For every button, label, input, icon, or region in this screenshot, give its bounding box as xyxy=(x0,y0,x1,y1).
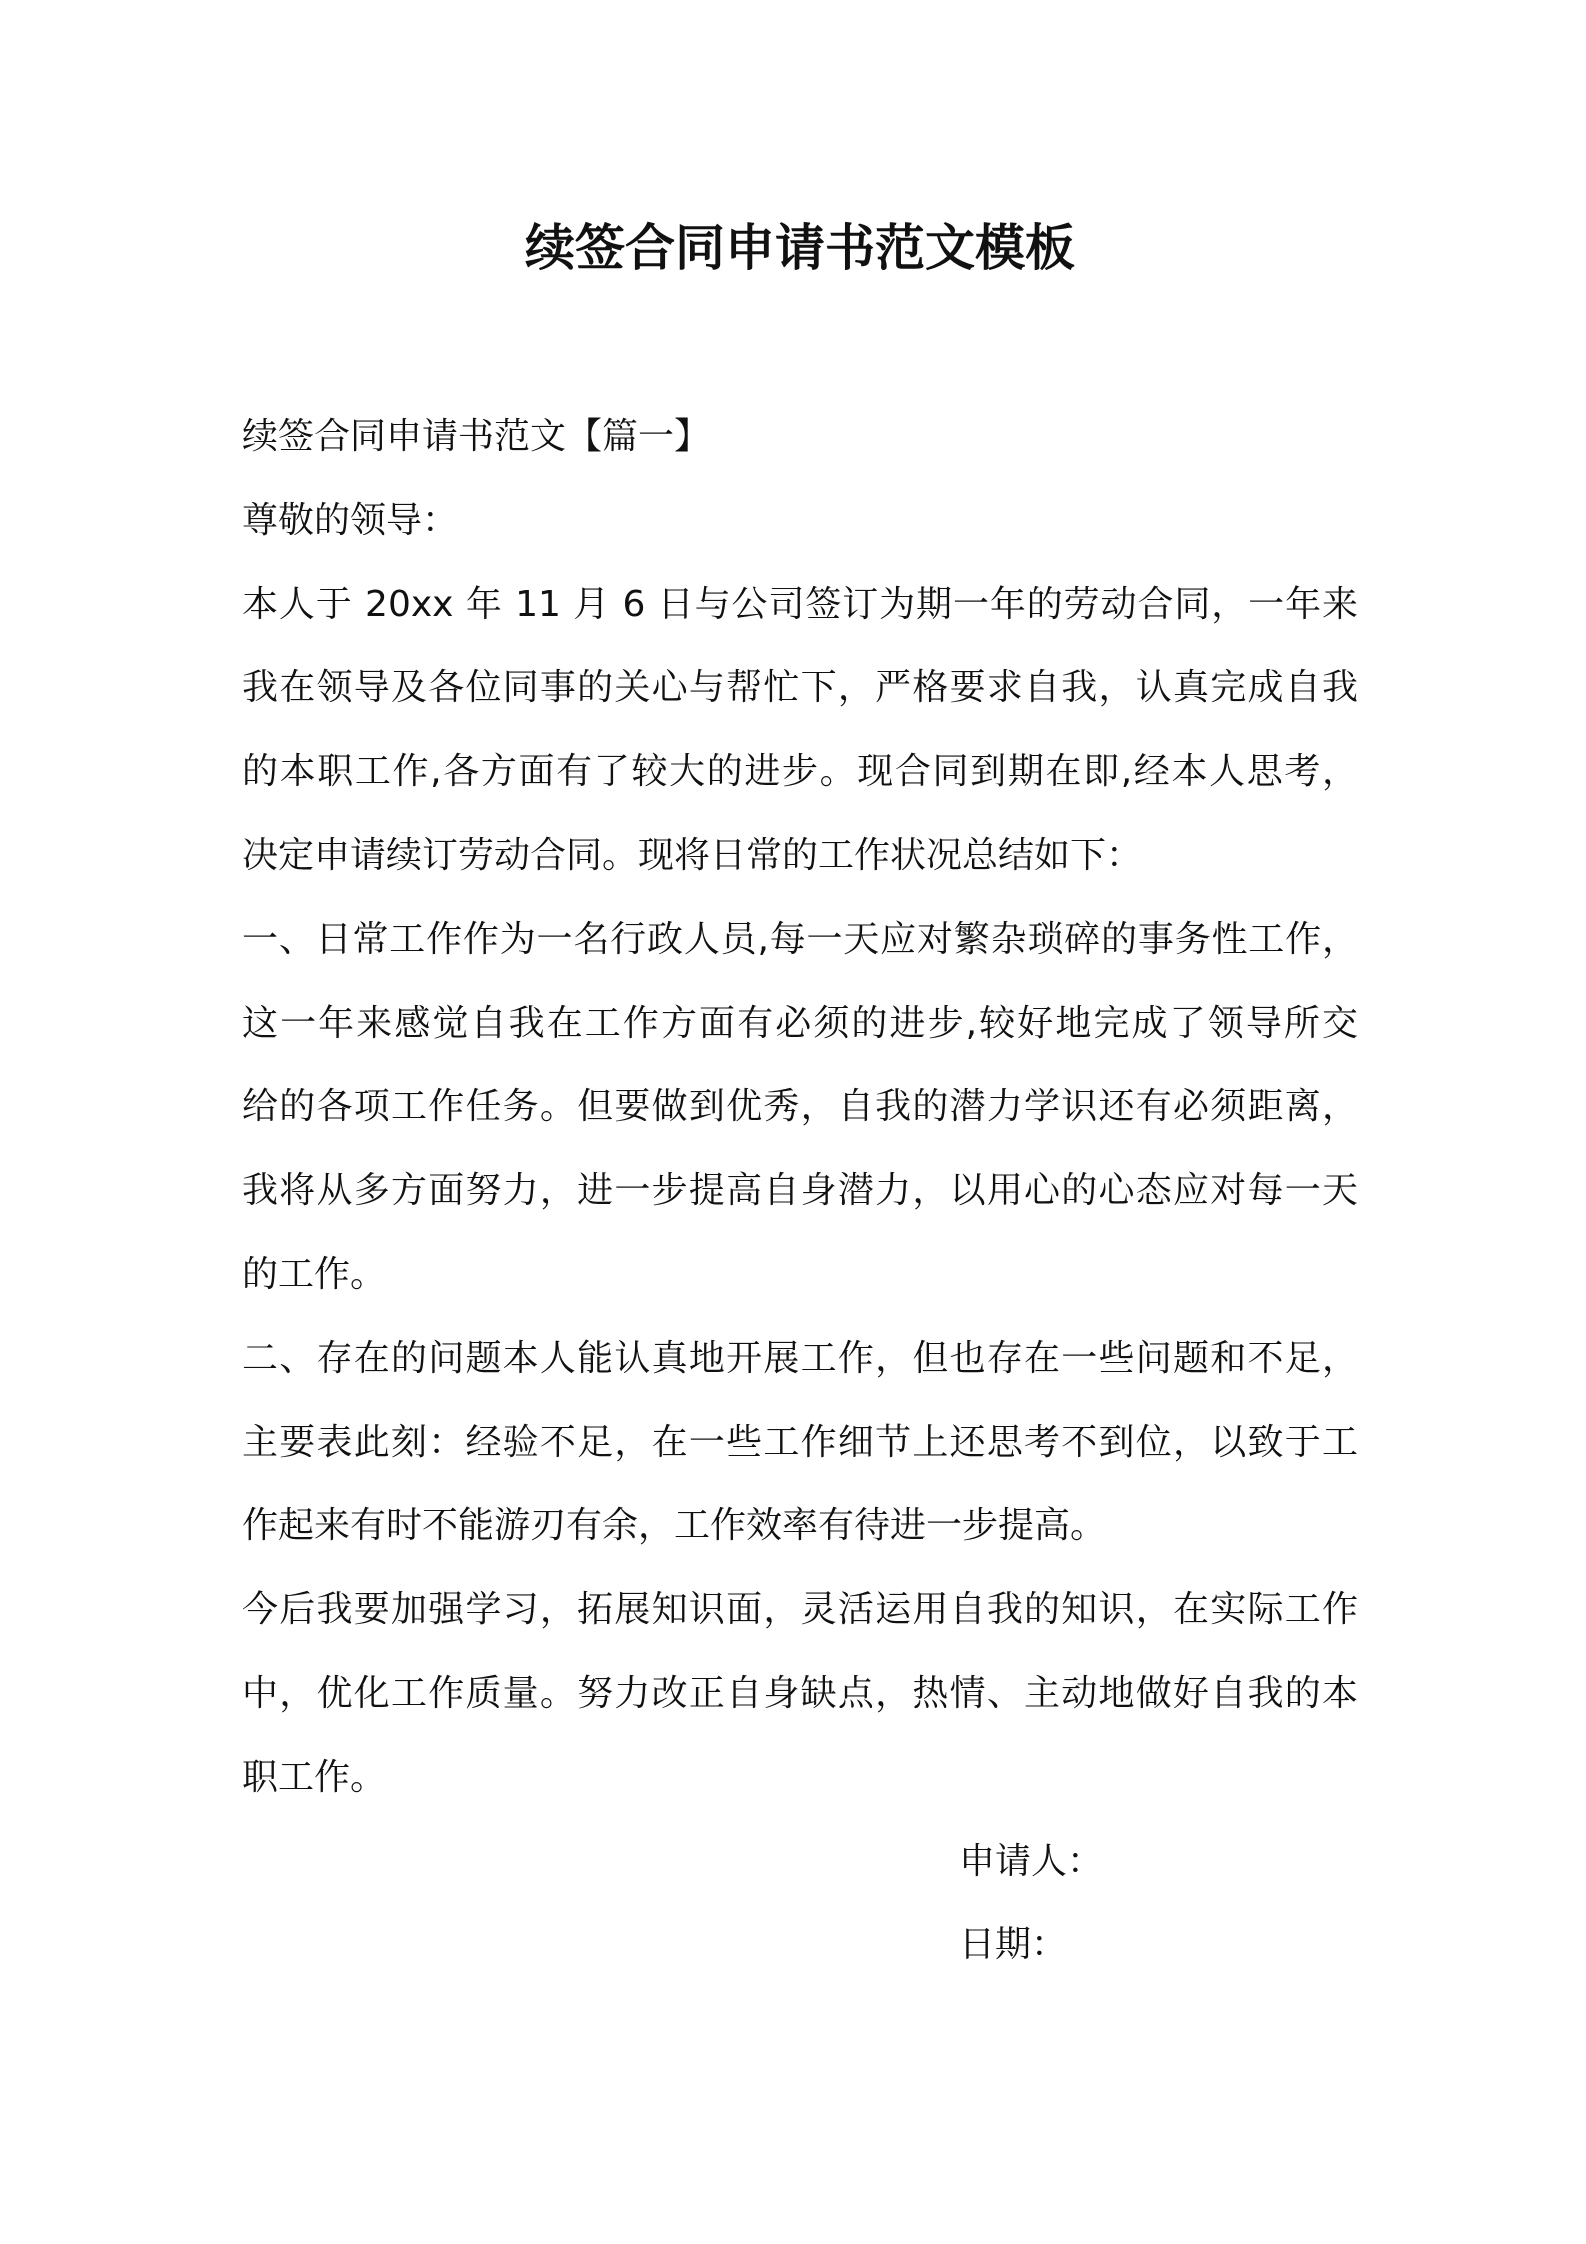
signature-block xyxy=(242,1820,1358,1988)
paragraph-line: 我在领导及各位同事的关心与帮忙下，严格要求自我，认真完成自我 xyxy=(242,667,1358,709)
paragraph-line: 职工作。 xyxy=(242,1756,387,1798)
date-label: 日期： xyxy=(959,1924,1068,1966)
salutation: 尊敬的领导： xyxy=(242,499,459,541)
applicant-label: 申请人： xyxy=(959,1840,1104,1882)
paragraph-line: 一、日常工作作为一名行政人员,每一天应对繁杂琐碎的事务性工作， xyxy=(242,918,1358,960)
paragraph-line: 二、存在的问题本人能认真地开展工作，但也存在一些问题和不足， xyxy=(242,1337,1358,1379)
paragraph-daily-work xyxy=(242,898,1358,1317)
paragraph-future-plans xyxy=(242,1568,1358,1819)
paragraph-line: 的工作。 xyxy=(242,1253,387,1295)
document-title: 续签合同申请书范文模板 xyxy=(525,219,1075,277)
paragraph-line: 我将从多方面努力，进一步提高自身潜力，以用心的心态应对每一天 xyxy=(242,1170,1358,1212)
paragraph-line: 的本职工作,各方面有了较大的进步。现合同到期在即,经本人思考， xyxy=(242,751,1358,793)
paragraph-line: 主要表此刻：经验不足，在一些工作细节上还思考不到位，以致于工 xyxy=(242,1421,1358,1463)
paragraph-line: 作起来有时不能游刃有余，工作效率有待进一步提高。 xyxy=(242,1505,1107,1547)
paragraph-line: 给的各项工作任务。但要做到优秀，自我的潜力学识还有必须距离， xyxy=(242,1086,1358,1128)
paragraph-line: 中，优化工作质量。努力改正自身缺点，热情、主动地做好自我的本 xyxy=(242,1672,1358,1714)
paragraph-line: 这一年来感觉自我在工作方面有必须的进步,较好地完成了领导所交 xyxy=(242,1002,1358,1044)
paragraph-line: 今后我要加强学习，拓展知识面，灵活运用自我的知识，在实际工作 xyxy=(242,1589,1358,1631)
document-body xyxy=(242,395,1358,1987)
section-heading: 续签合同申请书范文【篇一】 xyxy=(242,416,711,457)
paragraph-line: 本人于 20xx 年 11 月 6 日与公司签订为期一年的劳动合同，一年来 xyxy=(242,583,1358,625)
paragraph-problems xyxy=(242,1317,1358,1568)
paragraph-intro xyxy=(242,563,1358,898)
paragraph-line: 决定申请续订劳动合同。现将日常的工作状况总结如下： xyxy=(242,834,1143,876)
